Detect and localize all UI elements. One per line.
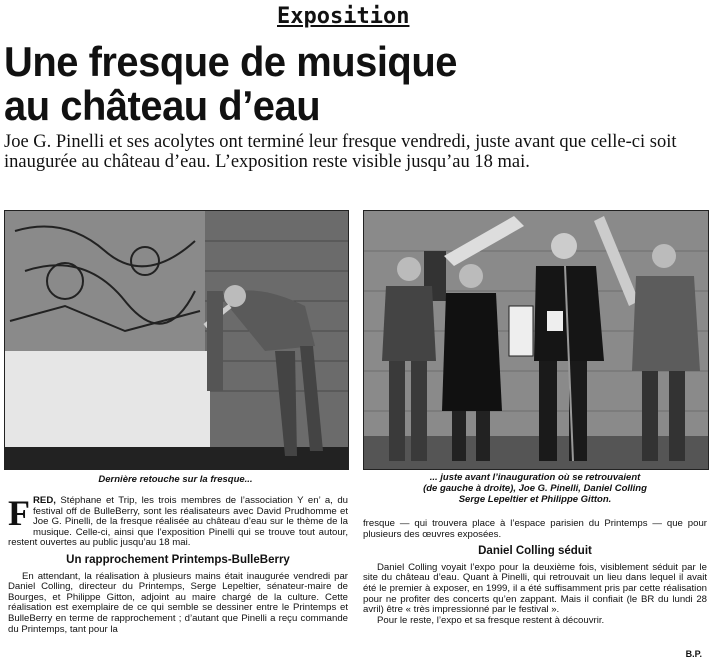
- paragraph-3: fresque — qui trouvera place à l’espace parisien du Printemps — que pour plusieurs des œuvres exposées.: [363, 518, 707, 540]
- author-signature: B.P.: [685, 649, 702, 659]
- headline-line-2: au château d’eau: [4, 82, 321, 129]
- paragraph-4: Daniel Colling voyait l’expo pour la deuxième fois, visiblement séduit par le site du château d’eau. Quant à Pinelli, qui retrouvait un lieu dans lequel il avait été le premier à exposer, en 1999, il a été suffisamment pris par cette réalisation pour ne profiter des concerts qu’en zappant. Mais il confiait (le BR du lundi 28 avril) être « très impressionné par le festival ».: [363, 561, 707, 616]
- article-column-left: [8, 493, 348, 635]
- caption-right-line-3: Serge Lepeltier et Philippe Gitton.: [458, 494, 612, 505]
- caption-right: [363, 472, 707, 505]
- standfirst: Joe G. Pinelli et ses acolytes ont terminé leur fresque vendredi, juste avant que celle-ci soit inaugurée au château d’eau. L’exposition reste visible jusqu’au 18 mai.: [4, 132, 677, 172]
- caption-left: Dernière retouche sur la fresque...: [98, 474, 253, 485]
- headline-line-1: Une fresque de musique: [4, 38, 457, 85]
- subheading-rapprochement: Un rapprochement Printemps-BulleBerry: [66, 553, 290, 566]
- photo-fresco-retouch: [4, 210, 349, 470]
- subheading-colling: Daniel Colling séduit: [478, 545, 592, 558]
- caption-right-line-1: ... juste avant l’inauguration où se retrouvaient: [429, 472, 641, 483]
- dropcap: F: [8, 493, 30, 533]
- article-column-right: [363, 519, 707, 626]
- section-rubric: Exposition: [277, 4, 410, 29]
- headline: [4, 40, 669, 128]
- paragraph-1: Stéphane et Trip, les trois membres de l’association Y en’ a, du festival off de BulleBerry, sont les réalisateurs avec David Prudhomme et Joe G. Pinelli, de la fresque réalisée au château d’eau sur le thème de la musique. Celle-ci, ainsi que l’exposition Pinelli qui se trouve tout autour, restent ouvertes au public jusqu’au 18 mai.: [8, 495, 348, 549]
- paragraph-2: En attendant, la réalisation à plusieurs mains était inaugurée vendredi par Daniel Colling, directeur du Printemps, Serge Lepeltier, sénateur-maire de Bourges, et Philippe Gitton, adjoint au maire chargé de la culture. Cette réalisation est exemplaire de ce qui semble se dessiner entre le Printemps et BulleBerry en terme de rapprochement ; d’autant que Pinelli a reçu commande du Printemps, tant pour la: [8, 570, 348, 635]
- lead-word: RED,: [33, 495, 56, 506]
- paragraph-5: Pour le reste, l’expo et sa fresque restent à découvrir.: [377, 614, 605, 626]
- photo-inauguration: [363, 210, 709, 470]
- caption-right-line-2: (de gauche à droite), Joe G. Pinelli, Daniel Colling: [423, 483, 647, 494]
